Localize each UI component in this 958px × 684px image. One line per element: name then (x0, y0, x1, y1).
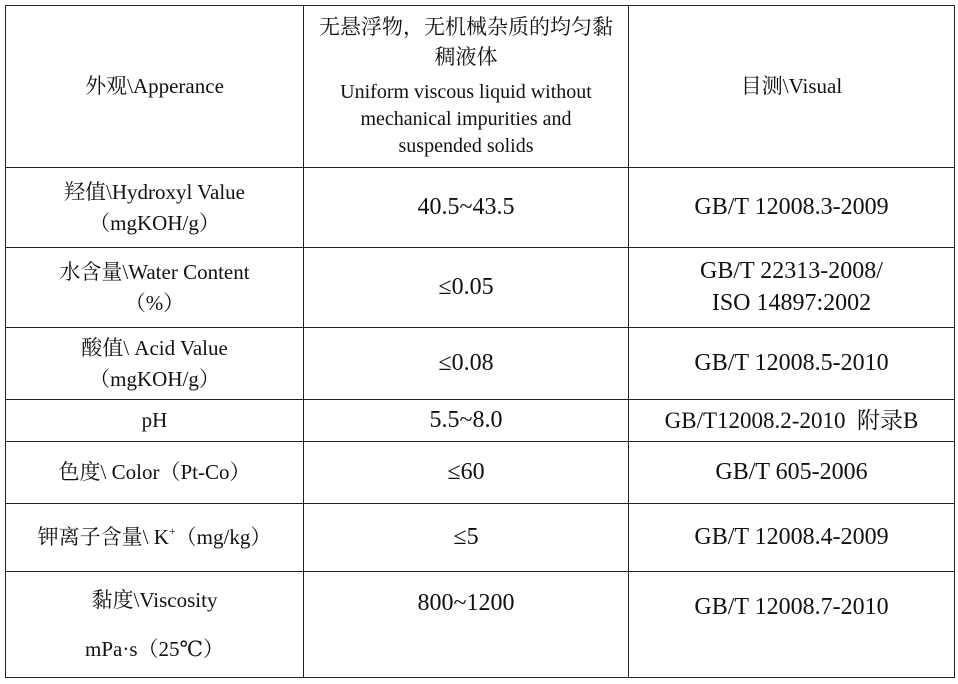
method-cell (629, 504, 955, 572)
method-cell (629, 400, 955, 442)
value-text-cn: 稠液体 (434, 44, 498, 69)
value-text: 800~1200 (417, 590, 515, 616)
value-text-cn: 无悬浮物，无机械杂质的均匀黏 (319, 15, 613, 40)
method-text: GB/T 12008.5-2010 (694, 349, 889, 376)
method-cell (629, 328, 955, 400)
specification-table (5, 5, 955, 678)
method-cell (629, 572, 955, 678)
property-cell (6, 504, 304, 572)
property-cell (6, 6, 304, 168)
superscript-plus: + (168, 524, 176, 539)
table-row (6, 6, 955, 168)
table-row (6, 442, 955, 504)
property-label: 黏度\Viscosity (91, 588, 218, 613)
method-cell (629, 248, 955, 328)
value-text: 40.5~43.5 (417, 194, 515, 220)
method-text: GB/T 22313-2008/ (700, 258, 883, 285)
table-row (6, 168, 955, 248)
property-unit: （mgKOH/g） (89, 366, 220, 391)
value-cell (304, 504, 629, 572)
table-row (6, 400, 955, 442)
property-unit: mPa·s（25℃） (85, 636, 224, 661)
value-text-en: mechanical impurities and (360, 107, 572, 130)
property-cell (6, 442, 304, 504)
property-label: 酸值\ Acid Value (81, 336, 228, 361)
value-text-en: Uniform viscous liquid without (340, 80, 592, 103)
value-text: ≤0.08 (438, 350, 494, 376)
value-text: ≤60 (447, 459, 485, 485)
method-text: GB/T 12008.4-2009 (694, 523, 889, 550)
table-row (6, 328, 955, 400)
property-label: pH (141, 408, 168, 433)
value-cell (304, 328, 629, 400)
value-cell (304, 400, 629, 442)
property-cell (6, 400, 304, 442)
method-text: GB/T 12008.3-2009 (694, 193, 889, 220)
method-text: GB/T12008.2-2010 附录B (664, 407, 919, 433)
table-row (6, 572, 955, 678)
method-cell (629, 442, 955, 504)
method-text: 目测\Visual (740, 74, 843, 99)
table-row (6, 504, 955, 572)
value-cell (304, 248, 629, 328)
property-cell (6, 168, 304, 248)
value-cell (304, 572, 629, 678)
value-text: ≤0.05 (438, 274, 494, 300)
value-text: 5.5~8.0 (429, 407, 503, 433)
value-cell (304, 442, 629, 504)
property-label: 羟值\Hydroxyl Value (63, 180, 245, 205)
property-label: 钾离子含量\ K+（mg/kg） (37, 524, 272, 550)
property-unit: （%） (124, 290, 185, 315)
property-cell (6, 248, 304, 328)
method-text: GB/T 12008.7-2010 (694, 594, 889, 620)
value-cell (304, 6, 629, 168)
property-cell (6, 328, 304, 400)
table-row (6, 248, 955, 328)
value-text-en: suspended solids (398, 134, 534, 157)
property-label: 水含量\Water Content (59, 260, 250, 285)
property-cell (6, 572, 304, 678)
method-cell (629, 168, 955, 248)
value-text: ≤5 (453, 524, 479, 550)
method-text: ISO 14897:2002 (711, 289, 872, 316)
property-unit: （mgKOH/g） (89, 210, 220, 235)
value-cell (304, 168, 629, 248)
method-cell (629, 6, 955, 168)
property-label: 色度\ Color（Pt-Co） (58, 460, 251, 485)
property-label: 外观\Apperance (85, 74, 224, 99)
method-text: GB/T 605-2006 (715, 458, 868, 485)
